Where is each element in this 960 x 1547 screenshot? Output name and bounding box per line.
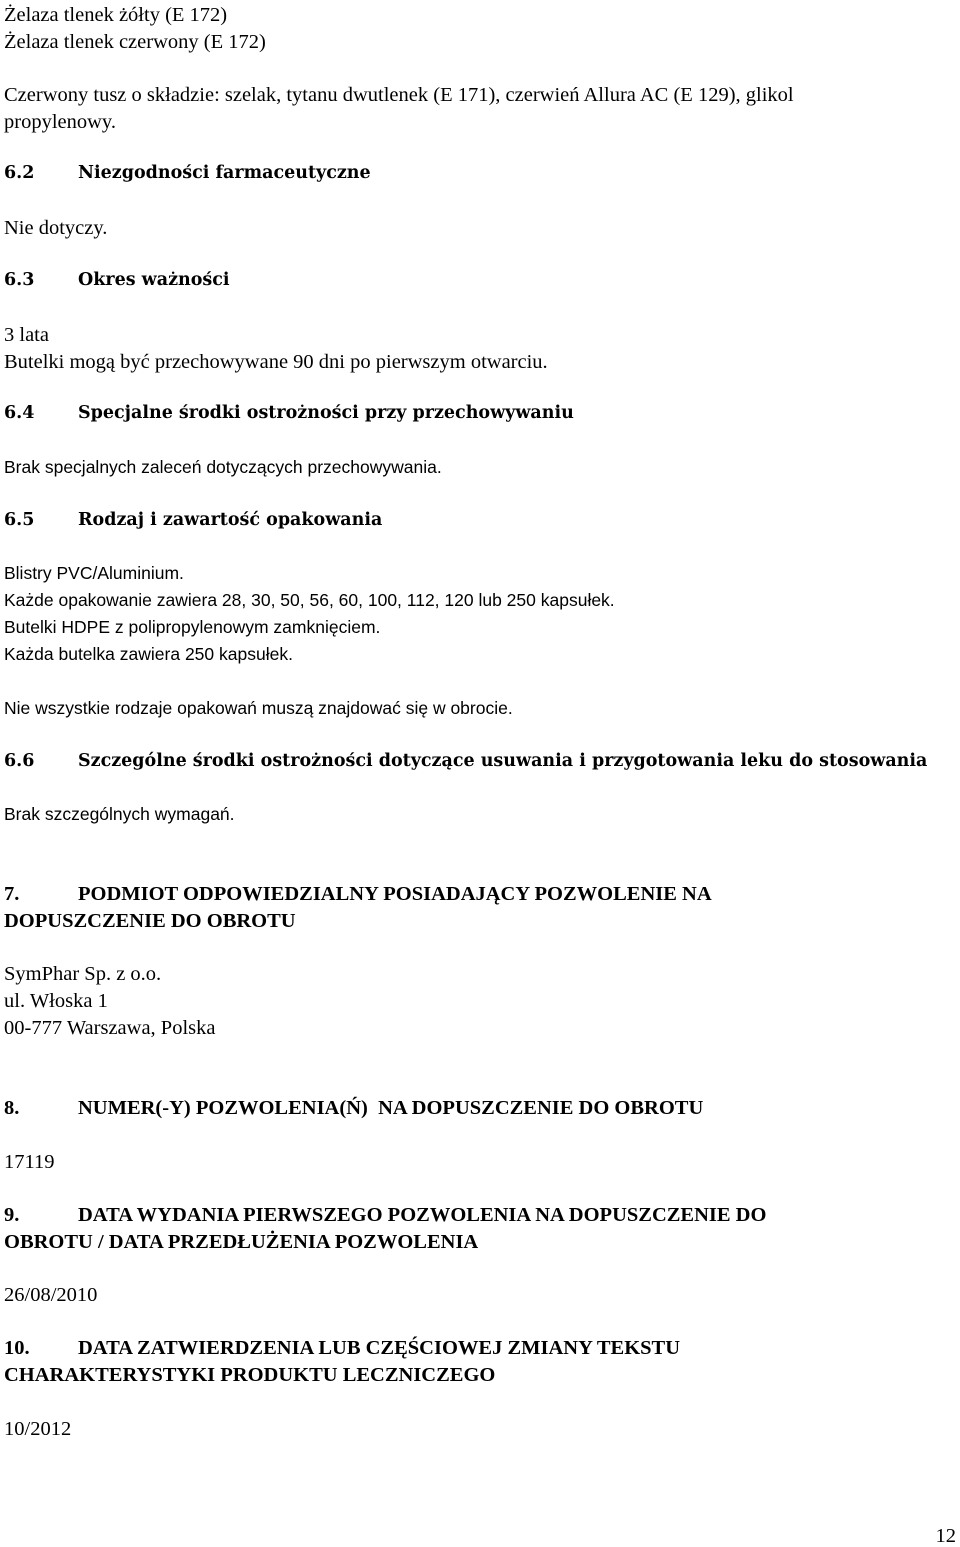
packaging-line: Nie wszystkie rodzaje opakowań muszą znajdować się w obrocie. — [4, 698, 513, 718]
authorization-number: 17119 — [4, 1151, 55, 1173]
section-number: 6.3 — [4, 270, 35, 290]
section-title: Niezgodności farmaceutyczne — [78, 163, 371, 183]
packaging-line: Każda butelka zawiera 250 kapsułek. — [4, 644, 293, 664]
ink-composition-line: Czerwony tusz o składzie: szelak, tytanu dwutlenek (E 171), czerwień Allura AC (E 129), glikol — [4, 84, 794, 106]
section-title-continued: OBROTU / DATA PRZEDŁUŻENIA POZWOLENIA — [4, 1231, 479, 1253]
section-title-continued: CHARAKTERYSTYKI PRODUKTU LECZNICZEGO — [4, 1364, 496, 1386]
section-title: Okres ważności — [78, 270, 230, 290]
page-number: 12 — [935, 1525, 956, 1547]
address-line: SymPhar Sp. z o.o. — [4, 963, 162, 985]
section-number: 6.6 — [4, 751, 35, 771]
packaging-line: Każde opakowanie zawiera 28, 30, 50, 56, 60, 100, 112, 120 lub 250 kapsułek. — [4, 590, 615, 610]
section-body: Butelki mogą być przechowywane 90 dni po pierwszym otwarciu. — [4, 351, 548, 373]
ink-composition-line: propylenowy. — [4, 111, 116, 133]
section-number: 10. — [4, 1337, 30, 1359]
section-number: 8. — [4, 1097, 20, 1119]
section-body: Brak specjalnych zaleceń dotyczących przechowywania. — [4, 457, 442, 477]
packaging-line: Butelki HDPE z polipropylenowym zamknięciem. — [4, 617, 381, 637]
address-line: 00-777 Warszawa, Polska — [4, 1017, 216, 1039]
ingredient-line: Żelaza tlenek czerwony (E 172) — [4, 31, 266, 53]
section-title: PODMIOT ODPOWIEDZIALNY POSIADAJĄCY POZWOLENIE NA — [78, 883, 712, 905]
ingredient-line: Żelaza tlenek żółty (E 172) — [4, 4, 228, 26]
section-title: DATA ZATWIERDZENIA LUB CZĘŚCIOWEJ ZMIANY TEKSTU — [78, 1337, 681, 1359]
section-number: 9. — [4, 1204, 20, 1226]
packaging-line: Blistry PVC/Aluminium. — [4, 563, 184, 583]
section-title: Szczególne środki ostrożności dotyczące usuwania i przygotowania leku do stosowania — [78, 751, 928, 771]
section-title: NUMER(-Y) POZWOLENIA(Ń) NA DOPUSZCZENIE DO OBROTU — [78, 1097, 704, 1119]
section-number: 6.2 — [4, 163, 35, 183]
section-number: 6.5 — [4, 510, 35, 530]
section-title-continued: DOPUSZCZENIE DO OBROTU — [4, 910, 296, 932]
section-title: Rodzaj i zawartość opakowania — [78, 510, 383, 530]
section-body: 3 lata — [4, 324, 49, 346]
section-number: 6.4 — [4, 403, 35, 423]
section-body: Nie dotyczy. — [4, 217, 108, 239]
first-authorization-date: 26/08/2010 — [4, 1284, 98, 1306]
section-title: Specjalne środki ostrożności przy przechowywaniu — [78, 403, 574, 423]
address-line: ul. Włoska 1 — [4, 990, 108, 1012]
text-approval-date: 10/2012 — [4, 1418, 72, 1440]
section-body: Brak szczególnych wymagań. — [4, 804, 235, 824]
section-number: 7. — [4, 883, 20, 905]
section-title: DATA WYDANIA PIERWSZEGO POZWOLENIA NA DOPUSZCZENIE DO — [78, 1204, 767, 1226]
